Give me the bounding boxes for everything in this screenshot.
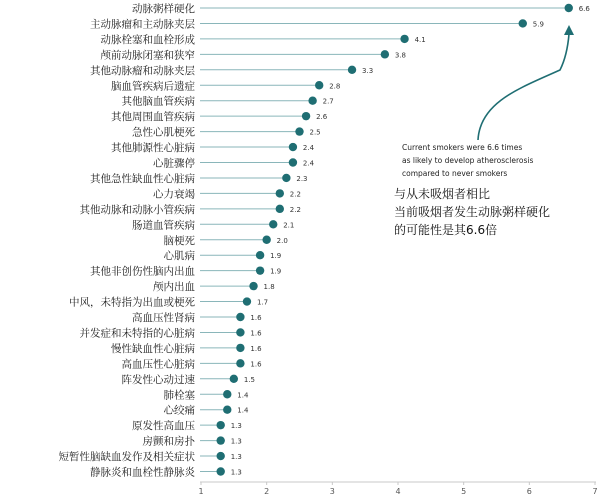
value-label: 6.6: [578, 5, 590, 13]
data-point: [223, 406, 231, 414]
data-point: [276, 205, 284, 213]
data-point: [236, 313, 244, 321]
category-label: 动脉栓塞和血栓形成: [100, 33, 195, 46]
x-tick-label: 7: [592, 487, 598, 496]
value-label: 1.7: [256, 298, 269, 307]
x-tick-label: 5: [461, 487, 467, 496]
value-label: 5.9: [532, 20, 544, 29]
value-label: 2.2: [289, 205, 301, 214]
category-label: 静脉炎和血栓性静脉炎: [90, 466, 195, 479]
category-label: 慢性缺血性心脏病: [111, 342, 195, 355]
annotation-arrowhead: [564, 25, 574, 35]
category-label: 主动脉瘤和主动脉夹层: [90, 18, 195, 31]
data-point: [400, 35, 408, 43]
value-label: 4.1: [414, 35, 426, 44]
data-point: [217, 436, 225, 444]
value-label: 2.8: [329, 82, 341, 91]
data-point: [262, 236, 270, 244]
category-label: 其他周围血管疾病: [111, 111, 195, 124]
category-label: 肺栓塞: [163, 389, 195, 402]
data-point: [348, 66, 356, 74]
value-label: 1.5: [243, 375, 255, 384]
data-point: [236, 344, 244, 352]
value-label: 1.3: [230, 422, 242, 431]
data-point: [217, 452, 225, 460]
category-label: 其他动脉瘤和动脉夹层: [90, 64, 195, 77]
category-label-layer: [59, 2, 196, 479]
category-label: 高血压性心脏病: [121, 358, 195, 371]
value-label: 3.3: [362, 66, 374, 75]
category-label: 原发性高血压: [132, 420, 195, 433]
category-label: 房颤和房扑: [142, 435, 195, 448]
value-label: 1.3: [230, 453, 242, 462]
value-label: 2.6: [316, 113, 328, 122]
category-label: 心力衰竭: [153, 188, 195, 201]
annotation-english-line-3: compared to never smokers: [402, 169, 508, 178]
data-point: [315, 81, 323, 89]
value-label: 2.2: [289, 190, 301, 199]
data-point: [249, 282, 257, 290]
x-axis: [198, 482, 597, 496]
category-label: 颅前动脉闭塞和狭窄: [100, 49, 195, 62]
category-label: 高血压性肾病: [132, 312, 195, 324]
value-label: 1.3: [230, 468, 242, 477]
value-label: 1.6: [250, 314, 262, 322]
data-point: [308, 97, 316, 105]
x-tick-label: 4: [395, 487, 401, 496]
category-label: 脑梗死: [163, 234, 195, 247]
category-label: 其他肺源性心脏病: [111, 142, 195, 155]
data-point: [381, 50, 389, 58]
value-label-layer: [231, 5, 591, 477]
value-label: 2.7: [322, 97, 334, 106]
data-point: [236, 328, 244, 336]
data-point: [519, 19, 527, 27]
annotation-arrow: [478, 34, 569, 140]
stem-layer: [200, 8, 569, 472]
category-label: 动脉粥样硬化: [132, 3, 195, 15]
annotation-chinese-line-2: 当前吸烟者发生动脉粥样硬化: [394, 205, 551, 219]
data-point: [295, 127, 303, 135]
value-label: 1.4: [237, 406, 249, 415]
data-point: [289, 143, 297, 151]
category-label: 中风，未特指为出血或梗死: [69, 296, 195, 309]
value-label: 1.8: [263, 283, 275, 292]
category-label: 急性心肌梗死: [132, 126, 195, 139]
value-label: 3.8: [394, 51, 407, 60]
value-label: 1.6: [250, 344, 262, 353]
data-point: [565, 4, 573, 12]
category-label: 其他急性缺血性心脏病: [90, 172, 195, 185]
category-label: 其他动脉和动脉小管疾病: [79, 203, 195, 216]
category-label: 其他非创伤性脑内出血: [90, 265, 195, 278]
value-label: 1.4: [237, 391, 249, 400]
category-label: 其他脑血管疾病: [121, 95, 195, 108]
category-label: 脑血管疾病后遗症: [111, 80, 195, 93]
data-point: [289, 158, 297, 166]
data-point: [217, 421, 225, 429]
value-label: 1.6: [250, 360, 262, 369]
x-tick-label: 6: [526, 487, 532, 496]
data-point: [243, 297, 251, 305]
x-tick-label: 2: [264, 487, 270, 496]
data-point: [217, 467, 225, 475]
value-label: 2.4: [302, 144, 315, 153]
data-point: [276, 189, 284, 197]
marker-layer: [217, 4, 573, 476]
annotation-english-line-1: Current smokers were 6.6 times: [402, 143, 523, 152]
data-point: [302, 112, 310, 120]
data-point: [256, 266, 264, 274]
category-label: 颅内出血: [153, 281, 195, 294]
category-label: 心脏骤停: [153, 157, 195, 170]
x-tick-label: 3: [329, 487, 335, 496]
category-label: 肠道血管疾病: [132, 219, 195, 232]
category-label: 阵发性心动过速: [121, 373, 195, 386]
annotation: [394, 25, 574, 237]
data-point: [236, 359, 244, 367]
category-label: 短暂性脑缺血发作及相关症状: [58, 451, 195, 464]
category-label: 并发症和未特指的心脏病: [79, 327, 195, 340]
value-label: 1.9: [270, 267, 282, 276]
category-label: 心绞痛: [163, 404, 195, 417]
annotation-chinese-line-1: 与从未吸烟者相比: [394, 187, 491, 201]
value-label: 1.9: [270, 252, 282, 261]
annotation-english-line-2: as likely to develop atherosclerosis: [402, 156, 534, 165]
value-label: 1.3: [230, 437, 242, 446]
data-point: [256, 251, 264, 259]
value-label: 2.0: [276, 236, 288, 245]
data-point: [269, 220, 277, 228]
value-label: 1.6: [250, 329, 262, 338]
value-label: 2.1: [283, 221, 295, 230]
annotation-chinese-line-3: 的可能性是其6.6倍: [394, 223, 498, 237]
value-label: 2.4: [302, 159, 315, 168]
x-tick-label: 1: [198, 487, 204, 496]
data-point: [230, 375, 238, 383]
data-point: [282, 174, 290, 182]
data-point: [223, 390, 231, 398]
category-label: 心肌病: [163, 250, 195, 263]
value-label: 2.3: [296, 174, 308, 183]
value-label: 2.5: [309, 128, 321, 137]
